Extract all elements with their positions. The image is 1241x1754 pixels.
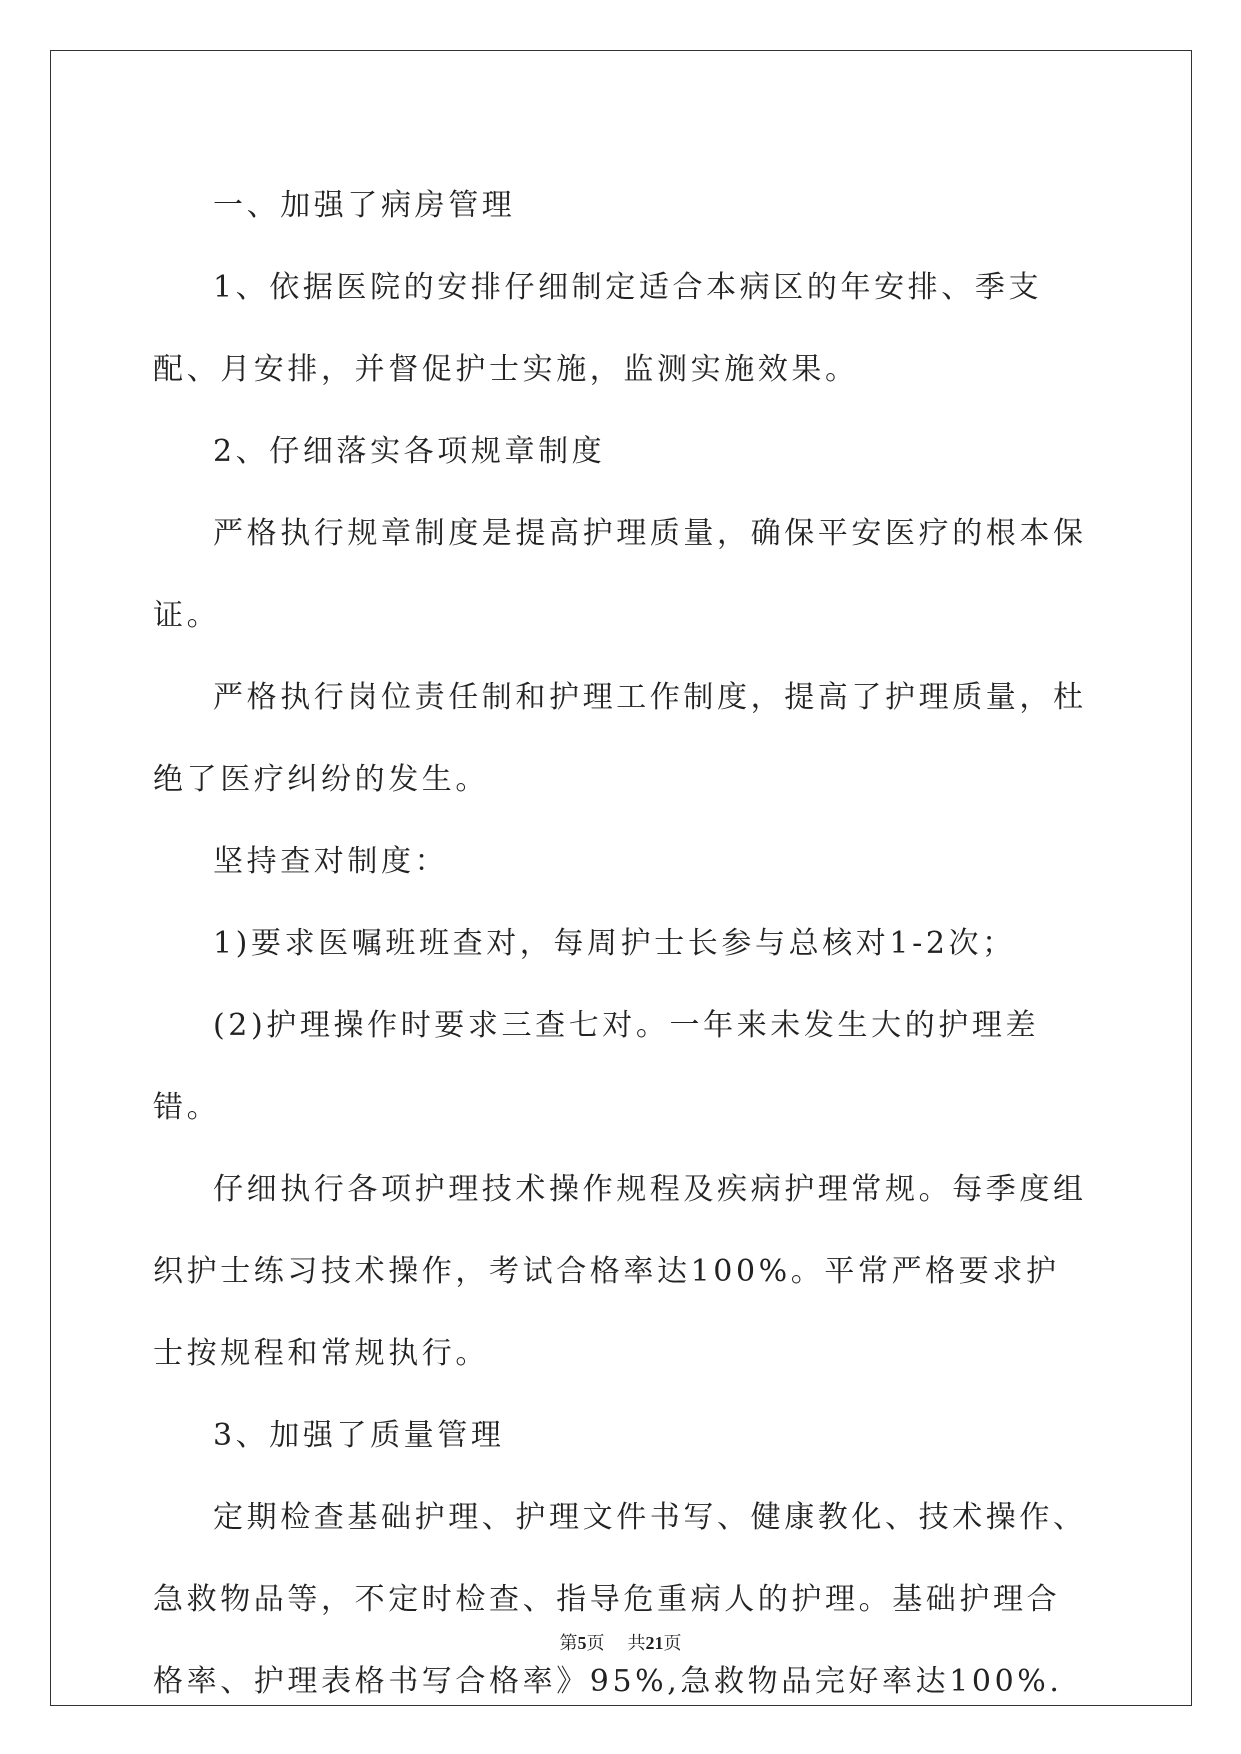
section-heading-3: 3、加强了质量管理 bbox=[213, 1418, 505, 1453]
page-footer bbox=[0, 1629, 1241, 1655]
paragraph: 坚持查对制度： bbox=[213, 844, 449, 879]
footer-total-suffix: 页 bbox=[663, 1633, 682, 1654]
document-body bbox=[153, 165, 1090, 1723]
list-item: 1)要求医嘱班班查对，每周护士长参与总核对1-2次； bbox=[213, 926, 1016, 961]
section-heading-2: 2、仔细落实各项规章制度 bbox=[213, 434, 606, 469]
footer-page-number: 5 bbox=[577, 1633, 587, 1653]
section-heading-1: 一、加强了病房管理 bbox=[213, 188, 516, 223]
footer-page-suffix: 页 bbox=[586, 1633, 605, 1654]
footer-page-prefix: 第 bbox=[559, 1633, 578, 1654]
footer-total-prefix: 共 bbox=[627, 1633, 646, 1654]
paragraph: 严格执行岗位责任制和护理工作制度，提高了护理质量，杜绝了医疗纠纷的发生。 bbox=[153, 680, 1087, 797]
paragraph: 严格执行规章制度是提高护理质量，确保平安医疗的根本保证。 bbox=[153, 516, 1087, 633]
list-item: (2)护理操作时要求三查七对。一年来未发生大的护理差错。 bbox=[153, 1008, 1040, 1125]
footer-total-pages: 21 bbox=[645, 1633, 664, 1653]
paragraph: 仔细执行各项护理技术操作规程及疾病护理常规。每季度组织护士练习技术操作，考试合格率达100%。平常严格要求护士按规程和常规执行。 bbox=[153, 1172, 1087, 1371]
paragraph: 1、依据医院的安排仔细制定适合本病区的年安排、季支配、月安排，并督促护士实施，监测实施效果。 bbox=[153, 270, 1043, 387]
paragraph: 定期检查基础护理、护理文件书写、健康教化、技术操作、急救物品等，不定时检查、指导危重病人的护理。基础护理合格率、护理表格书写合格率》95%,急救物品完好率达100%. bbox=[153, 1500, 1087, 1699]
